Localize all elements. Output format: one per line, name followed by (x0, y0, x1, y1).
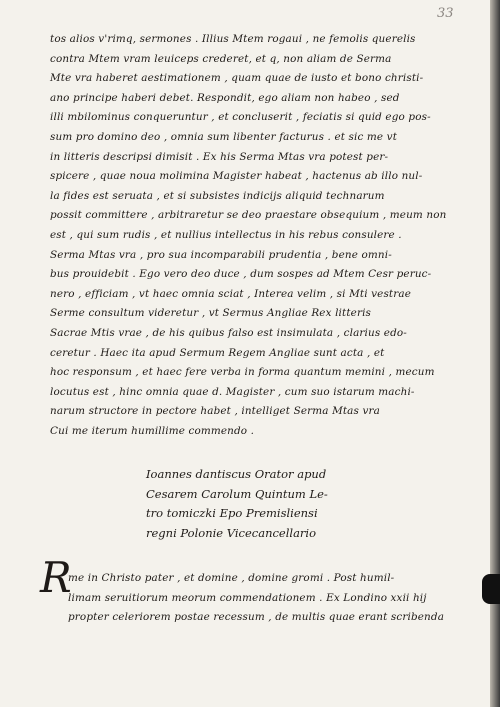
closing-line: me in Christo pater , et domine , domine gromi . Post humil- (68, 572, 395, 584)
body-line: in litteris descripsi dimisit . Ex his Serma Mtas vra potest per- (50, 150, 389, 163)
body-line: ceretur . Haec ita apud Sermum Regem Angliae sunt acta , et (50, 346, 385, 359)
closing-line: limam seruitiorum meorum commendationem . Ex Londino xxii hij (68, 591, 427, 604)
body-line: sum pro domino deo , omnia sum libenter facturus . et sic me vt (50, 130, 398, 143)
body-line: est , qui sum rudis , et nullius intellectus in his rebus consulere . (50, 228, 402, 241)
body-line: locutus est , hinc omnia quae d. Magister , cum suo istarum machi- (50, 385, 415, 398)
body-line: ano principe haberi debet. Respondit, ego aliam non habeo , sed (50, 91, 400, 104)
signature-line: regni Polonie Vicecancellario (146, 525, 317, 540)
letter-body (50, 30, 450, 441)
body-line: Cui me iterum humillime commendo . (50, 424, 255, 437)
body-line: Sacrae Mtis vrae , de his quibus falso est insimulata , clarius edo- (50, 326, 407, 339)
body-line: possit committere , arbitraretur se deo praestare obsequium , meum non (50, 209, 447, 222)
signature-line: tro tomiczki Epo Premisliensi (146, 506, 318, 520)
closing-line: propter celeriorem postae recessum , de multis quae erant scribenda (68, 611, 445, 624)
body-line: bus prouidebit . Ego vero deo duce , dum sospes ad Mtem Cesr peruc- (50, 268, 432, 281)
body-line: illi mbilominus conqueruntur , et concluserit , feciatis si quid ego pos- (50, 111, 431, 124)
body-line: nero , efficiam , vt haec omnia sciat , Interea velim , si Mti vestrae (50, 287, 412, 300)
body-line: Serme consultum videretur , vt Sermus Angliae Rex litteris (50, 307, 372, 320)
body-line: la fides est seruata , et si subsistes indicijs aliquid technarum (50, 189, 385, 202)
signature-block (146, 465, 446, 543)
signature-line: Ioannes dantiscus Orator apud (146, 467, 327, 481)
body-line: narum structore in pectore habet , intelliget Serma Mtas vra (50, 405, 380, 418)
next-letter-opening (68, 569, 448, 628)
folio-number: 33 (437, 6, 454, 21)
decorated-initial: R (40, 553, 72, 602)
signature-line: Cesarem Carolum Quintum Le- (146, 486, 328, 501)
body-line: Mte vra haberet aestimationem , quam quae de iusto et bono christi- (50, 72, 424, 85)
body-line: spicere , quae noua molimina Magister habeat , hactenus ab illo nul- (50, 170, 423, 183)
body-line: contra Mtem vram leuiceps crederet, et q, non aliam de Serma (50, 52, 392, 65)
binding-tab (482, 574, 500, 604)
body-line: Serma Mtas vra , pro sua incomparabili prudentia , bene omni- (50, 248, 392, 261)
body-line: hoc responsum , et haec fere verba in forma quantum memini , mecum (50, 366, 435, 379)
body-line: tos alios v'rimq, sermones . Illius Mtem rogaui , ne femolis querelis (50, 33, 416, 45)
